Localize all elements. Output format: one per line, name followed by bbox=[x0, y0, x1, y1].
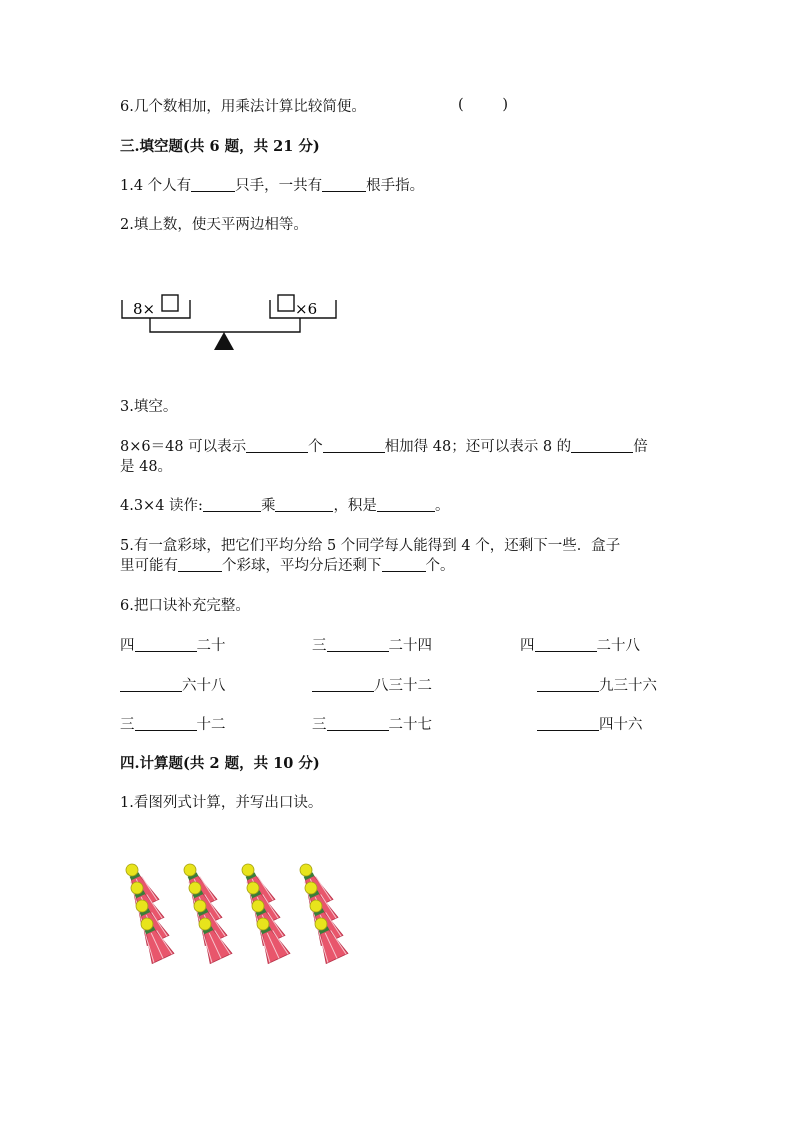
q4-blank-3[interactable] bbox=[377, 497, 435, 512]
q1-blank-hands[interactable] bbox=[191, 177, 235, 192]
balance-scale bbox=[118, 288, 348, 362]
fill-question-3-line2: 是 48。 bbox=[120, 459, 173, 475]
fill-question-5-line1: 5.有一盒彩球，把它们平均分给 5 个同学每人能得到 4 个，还剩下一些．盒子 bbox=[120, 538, 621, 554]
oral-blank[interactable] bbox=[535, 637, 597, 652]
right-box-blank[interactable] bbox=[278, 295, 294, 311]
oral-blank[interactable] bbox=[135, 716, 197, 731]
judge-question-6-text: 6.几个数相加，用乘法计算比较简便。 bbox=[120, 99, 366, 115]
paren-close: ) bbox=[502, 97, 508, 113]
q3-blank-2[interactable] bbox=[323, 438, 385, 453]
q4-blank-2[interactable] bbox=[275, 497, 333, 512]
q1-text-b: 只手，一共有 bbox=[235, 178, 323, 194]
section-4-title: 四.计算题(共 2 题，共 10 分) bbox=[120, 755, 320, 772]
left-expression: 8× bbox=[133, 300, 156, 318]
q4-text-d: 。 bbox=[434, 498, 450, 514]
q5-blank-1[interactable] bbox=[178, 557, 222, 572]
q3-text-c: 相加得 48；还可以表示 8 的 bbox=[384, 439, 572, 455]
answer-parentheses[interactable] bbox=[458, 97, 508, 113]
q1-text-c: 根手指。 bbox=[366, 178, 425, 194]
q1-blank-fingers[interactable] bbox=[322, 177, 366, 192]
oral-item: 六十八 bbox=[120, 676, 226, 696]
right-expression: ×6 bbox=[295, 300, 318, 318]
oral-blank[interactable] bbox=[327, 637, 389, 652]
q1-text-a: 1.4 个人有 bbox=[120, 178, 192, 194]
oral-blank[interactable] bbox=[327, 716, 389, 731]
fill-question-2: 2.填上数，使天平两边相等。 bbox=[120, 217, 308, 233]
q5-text-c: 个。 bbox=[425, 558, 455, 574]
shuttlecock-picture bbox=[120, 860, 365, 979]
q4-blank-1[interactable] bbox=[203, 497, 261, 512]
oral-blank[interactable] bbox=[120, 677, 182, 692]
shuttlecock-group bbox=[293, 860, 348, 964]
oral-item: 八三十二 bbox=[312, 676, 432, 696]
q5-text-b: 个彩球，平均分后还剩下 bbox=[222, 558, 382, 574]
q4-text-b: 乘 bbox=[260, 498, 276, 514]
oral-item: 四 二十八 bbox=[520, 638, 640, 654]
fill-question-1 bbox=[120, 176, 424, 196]
section-3-title: 三.填空题(共 6 题，共 21 分) bbox=[120, 138, 320, 155]
q3-text-d: 倍 bbox=[633, 439, 648, 455]
oral-blank[interactable] bbox=[537, 716, 599, 731]
oral-item: 三 二十四 bbox=[312, 638, 432, 654]
q3-blank-3[interactable] bbox=[571, 438, 633, 453]
shuttlecock-group bbox=[120, 860, 174, 964]
oral-item: 四十六 bbox=[537, 715, 643, 735]
q5-blank-2[interactable] bbox=[382, 557, 426, 572]
oral-item: 九三十六 bbox=[537, 676, 657, 696]
shuttlecock-group bbox=[235, 860, 290, 964]
judge-question-6 bbox=[120, 97, 366, 117]
q5-text-a: 里可能有 bbox=[120, 558, 178, 574]
fill-question-4 bbox=[120, 496, 449, 516]
fulcrum-triangle bbox=[214, 332, 234, 350]
oral-blank[interactable] bbox=[537, 677, 599, 692]
fill-question-3-line1 bbox=[120, 437, 648, 457]
left-box-blank[interactable] bbox=[162, 295, 178, 311]
calc-question-1: 1.看图列式计算，并写出口诀。 bbox=[120, 795, 323, 811]
fill-question-3-title: 3.填空。 bbox=[120, 399, 178, 415]
q4-text-c: ，积是 bbox=[333, 498, 377, 514]
q3-text-b: 个 bbox=[308, 439, 323, 455]
shuttlecock-group bbox=[177, 860, 232, 964]
oral-item: 三 二十七 bbox=[312, 717, 432, 733]
oral-item: 三 十二 bbox=[120, 717, 226, 733]
oral-blank[interactable] bbox=[135, 637, 197, 652]
paren-open: ( bbox=[458, 97, 464, 113]
oral-blank[interactable] bbox=[312, 677, 374, 692]
q3-text-a: 8×6＝48 可以表示 bbox=[120, 439, 247, 455]
oral-item: 四 二十 bbox=[120, 638, 226, 654]
q4-text-a: 4.3×4 读作: bbox=[120, 498, 203, 514]
fill-question-6-title: 6.把口诀补充完整。 bbox=[120, 598, 250, 614]
fill-question-5-line2 bbox=[120, 556, 455, 576]
q3-blank-1[interactable] bbox=[246, 438, 308, 453]
